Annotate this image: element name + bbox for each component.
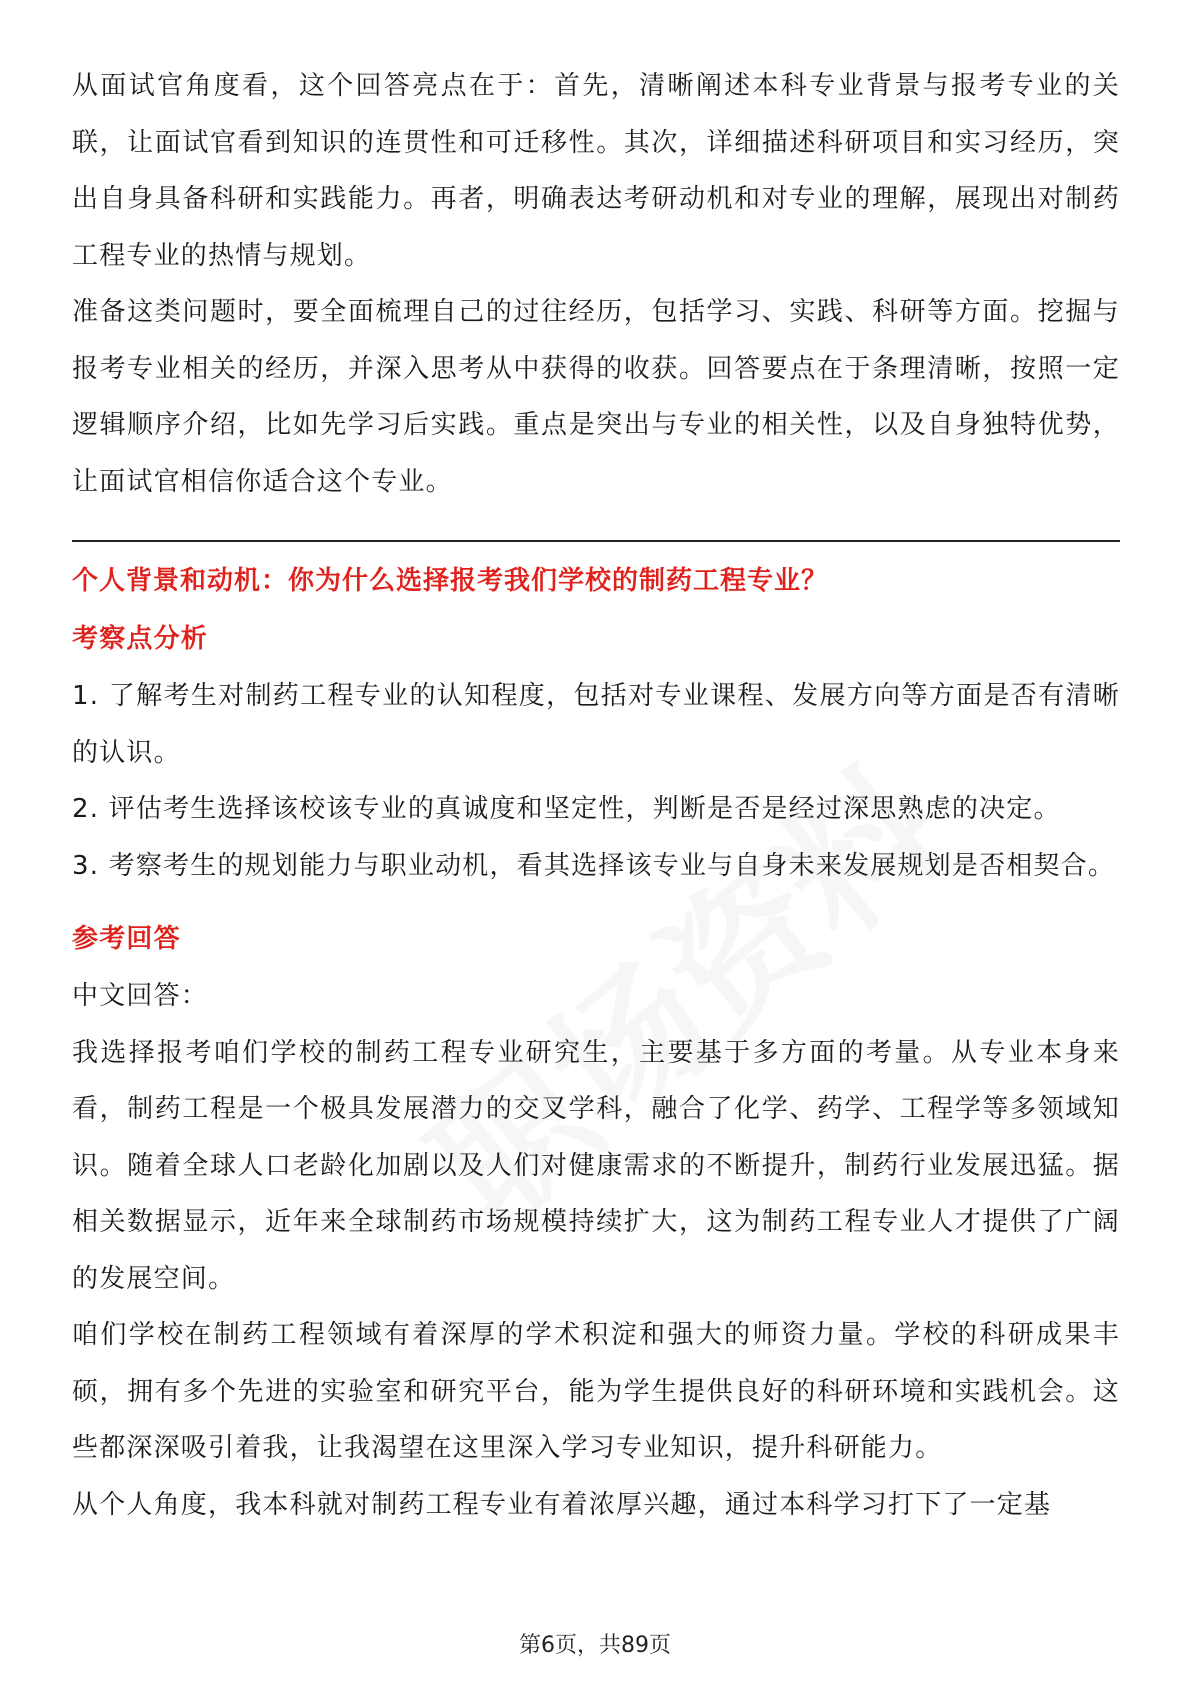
analysis-heading: 考察点分析: [72, 624, 209, 654]
analysis-item: 1. 了解考生对制药工程专业的认知程度，包括对专业课程、发展方向等方面是否有清晰的认识。: [72, 681, 1120, 768]
answer-paragraph: 我选择报考咱们学校的制药工程专业研究生，主要基于多方面的考量。从专业本身来看，制药工程是一个极具发展潜力的交叉学科，融合了化学、药学、工程学等多领域知识。随着全球人口老龄化加剧以及人们对健康需求的不断提升，制药行业发展迅猛。据相关数据显示，近年来全球制药市场规模持续扩大，这为制药工程专业人才提供了广阔的发展空间。: [72, 1037, 1120, 1294]
analysis-item: 2. 评估考生选择该校该专业的真诚度和坚定性，判断是否是经过深思熟虑的决定。: [72, 794, 1061, 824]
paragraph: 准备这类问题时，要全面梳理自己的过往经历，包括学习、实践、科研等方面。挖掘与报考专业相关的经历，并深入思考从中获得的收获。回答要点在于条理清晰，按照一定逻辑顺序介绍，比如先学习后实践。重点是突出与专业的相关性，以及自身独特优势，让面试官相信你适合这个专业。: [72, 297, 1120, 497]
answer-label: 中文回答：: [72, 981, 209, 1011]
question-heading: 个人背景和动机：你为什么选择报考我们学校的制药工程专业？: [72, 566, 829, 596]
page-footer: 第6页，共89页: [519, 1633, 671, 1658]
answer-paragraph: 从个人角度，我本科就对制药工程专业有着浓厚兴趣，通过本科学习打下了一定基: [72, 1489, 1052, 1520]
section-divider: [72, 540, 1120, 542]
analysis-item: 3. 考察考生的规划能力与职业动机，看其选择该专业与自身未来发展规划是否相契合。: [72, 850, 1116, 881]
answer-paragraph: 咱们学校在制药工程领域有着深厚的学术积淀和强大的师资力量。学校的科研成果丰硕，拥有多个先进的实验室和研究平台，能为学生提供良好的科研环境和实践机会。这些都深深吸引着我，让我渴望在这里深入学习专业知识，提升科研能力。: [72, 1320, 1120, 1463]
document-page: [72, 58, 1120, 1533]
paragraph: 从面试官角度看，这个回答亮点在于：首先，清晰阐述本科专业背景与报考专业的关联，让面试官看到知识的连贯性和可迁移性。其次，详细描述科研项目和实习经历，突出自身具备科研和实践能力。再者，明确表达考研动机和对专业的理解，展现出对制药工程专业的热情与规划。: [72, 71, 1120, 271]
answer-heading: 参考回答: [72, 924, 181, 954]
